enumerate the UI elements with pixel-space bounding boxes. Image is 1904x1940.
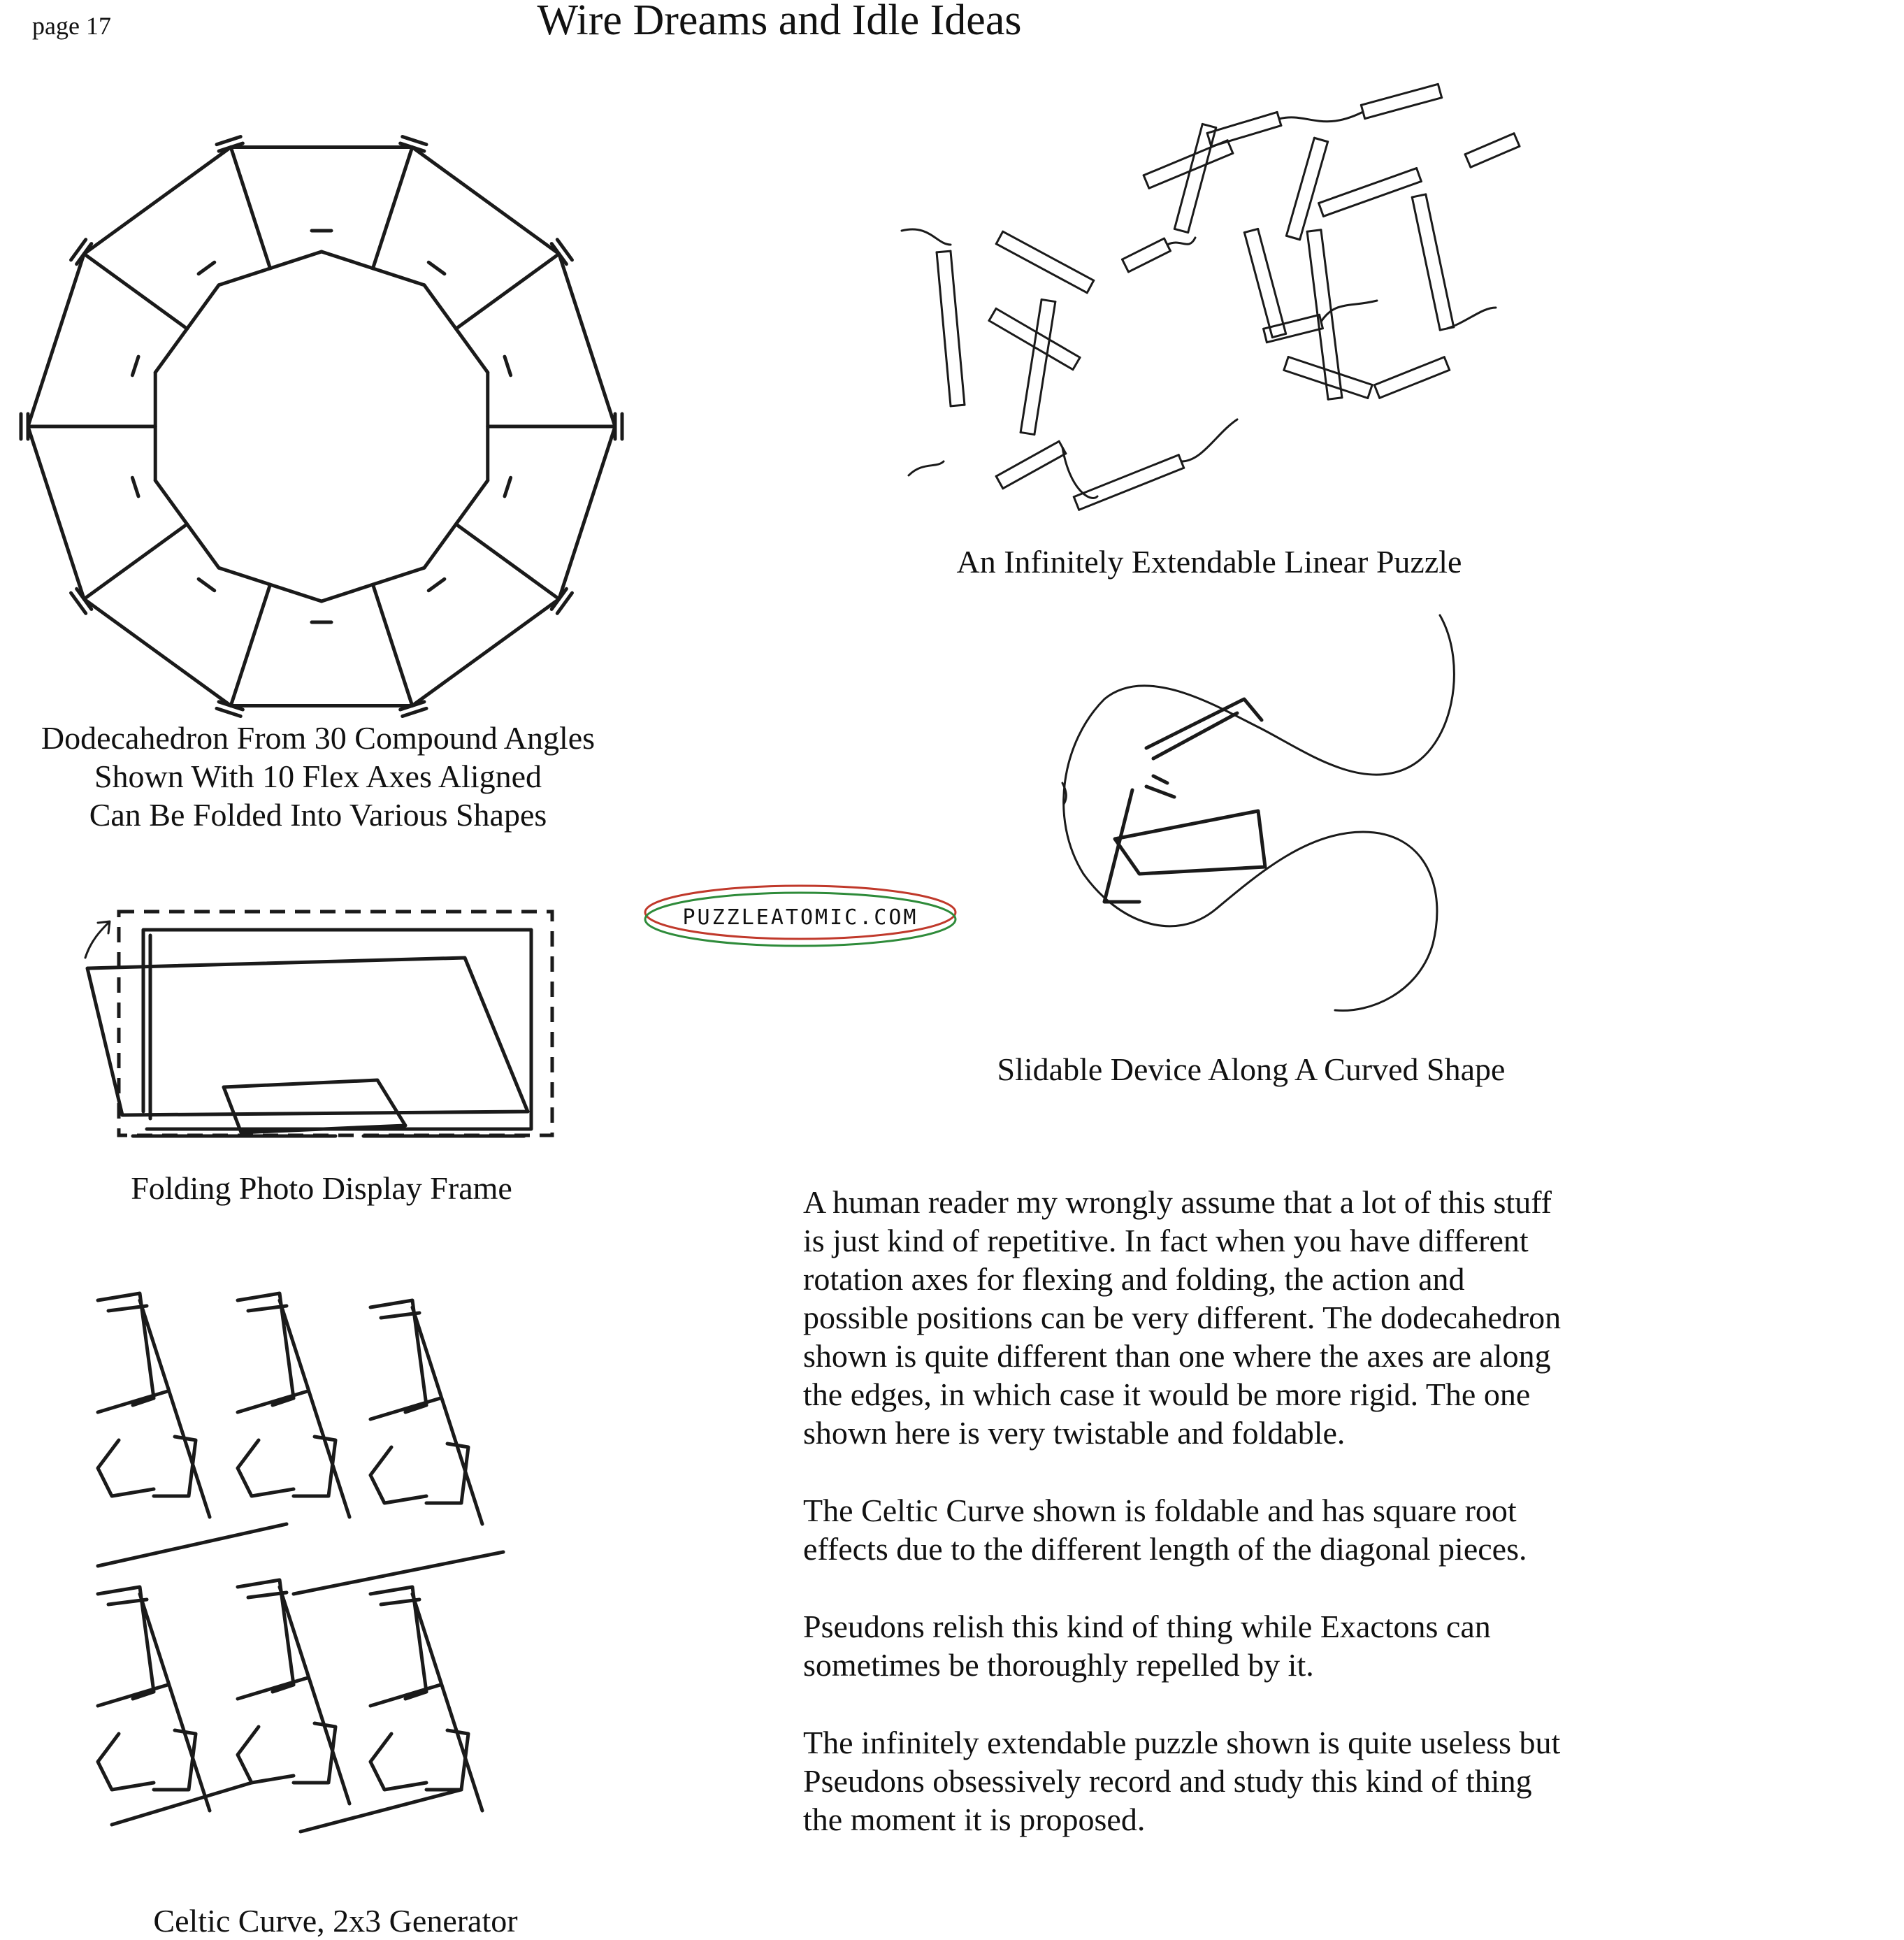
logo-text: PUZZLEATOMIC.COM: [682, 905, 918, 930]
linear-puzzle-illustration: [888, 70, 1517, 545]
celtic-curve-caption: Celtic Curve, 2x3 Generator: [153, 1903, 518, 1939]
slidable-device-caption: Slidable Device Along A Curved Shape: [997, 1051, 1506, 1087]
celtic-curve-illustration: [70, 1272, 629, 1888]
body-paragraph: A human reader my wrongly assume that a lot of this stuff is just kind of repetitive. In fact when you have different rotation axes for flexing and folding, the action and possible positions can be very different. The dodecahedron shown is quite different than one where the axes are along the edges, in which case it would be more rigid. The one shown here is very twistable and foldable.: [803, 1184, 1562, 1451]
page-number: page 17: [32, 12, 111, 40]
linear-puzzle-caption: An Infinitely Extendable Linear Puzzle: [956, 544, 1462, 580]
photo-frame-caption: Folding Photo Display Frame: [131, 1170, 512, 1206]
body-paragraph: Pseudons relish this kind of thing while Exactons can sometimes be thoroughly repelled by it.: [803, 1609, 1491, 1683]
photo-frame-illustration: [77, 902, 580, 1154]
body-text: [803, 1183, 1572, 1878]
dodecahedron-caption-line: Shown With 10 Flex Axes Aligned: [94, 759, 542, 794]
puzzleatomic-logo: [640, 874, 961, 958]
dodecahedron-caption-line: Can Be Folded Into Various Shapes: [89, 797, 547, 833]
body-paragraph: The Celtic Curve shown is foldable and has square root effects due to the different length of the diagonal pieces.: [803, 1493, 1527, 1567]
dodecahedron-caption: [0, 719, 636, 834]
page-title: Wire Dreams and Idle Ideas: [537, 0, 1022, 44]
dodecahedron-illustration: [0, 63, 643, 706]
dodecahedron-caption-line: Dodecahedron From 30 Compound Angles: [41, 720, 596, 756]
slidable-device-illustration: [1034, 608, 1538, 1042]
body-paragraph: The infinitely extendable puzzle shown is quite useless but Pseudons obsessively record and study this kind of thing the moment it is proposed.: [803, 1725, 1561, 1837]
